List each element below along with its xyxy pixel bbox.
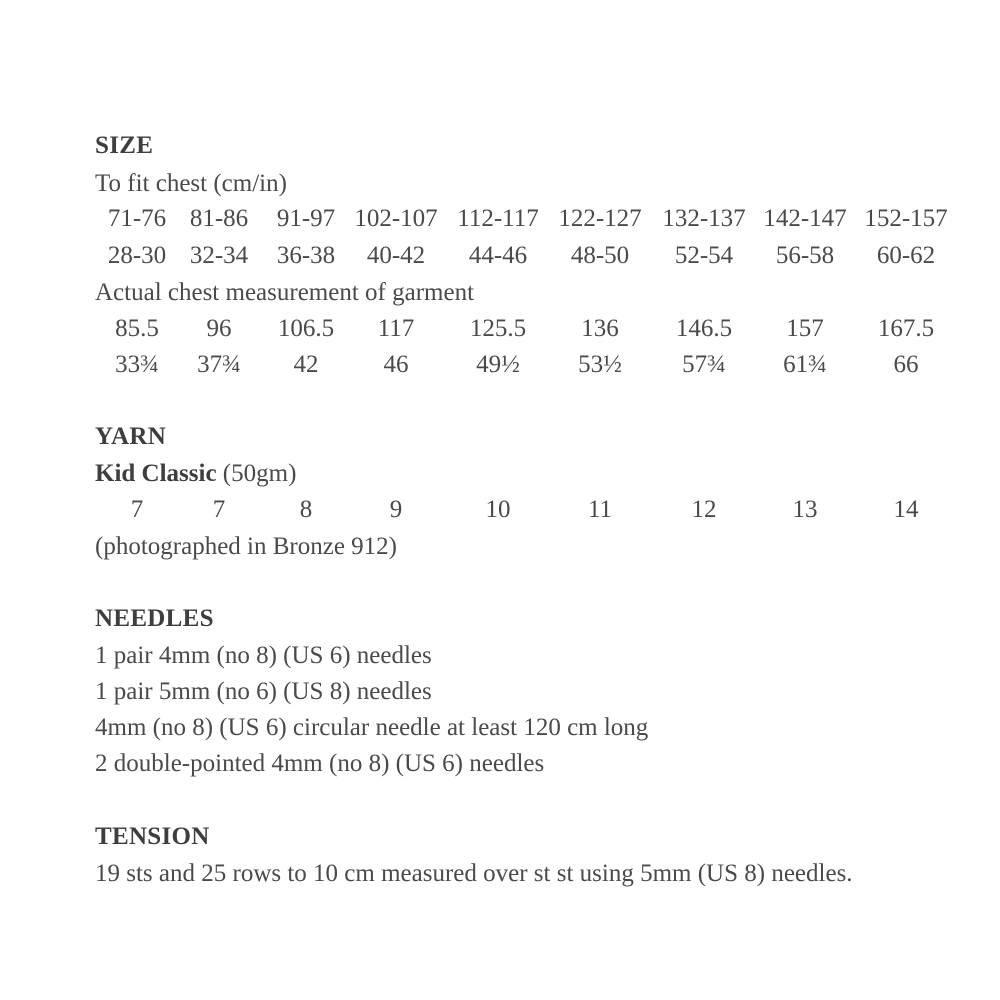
yarn-quantity-row — [0, 496, 1000, 526]
needle-item: 2 double-pointed 4mm (no 8) (US 6) needles — [95, 750, 545, 777]
size-cell: 46 — [383, 351, 409, 378]
size-cell: 32-34 — [189, 242, 249, 269]
size-cell: 66 — [893, 351, 919, 378]
yarn-quantity-cell: 9 — [389, 496, 403, 523]
yarn-quantity-cell: 13 — [792, 496, 818, 523]
needle-item: 1 pair 4mm (no 8) (US 6) needles — [95, 642, 432, 669]
size-cell: 42 — [293, 351, 319, 378]
yarn-heading: YARN — [95, 423, 167, 450]
size-cell: 57¾ — [682, 351, 726, 378]
size-cell: 81-86 — [189, 205, 249, 232]
size-cell: 36-38 — [276, 242, 336, 269]
yarn-quantity-cell: 7 — [130, 496, 144, 523]
size-cell: 60-62 — [876, 242, 936, 269]
size-cell: 102-107 — [354, 205, 438, 232]
actual-chest-label: Actual chest measurement of garment — [95, 279, 475, 306]
size-cell: 61¾ — [783, 351, 827, 378]
yarn-quantity-cell: 11 — [587, 496, 613, 523]
fit-chest-label: To fit chest (cm/in) — [95, 170, 287, 197]
tension-heading: TENSION — [95, 823, 210, 850]
size-cell: 91-97 — [276, 205, 336, 232]
size-heading: SIZE — [95, 132, 154, 159]
yarn-quantity-cell: 8 — [299, 496, 313, 523]
size-cell: 48-50 — [570, 242, 630, 269]
size-cell: 37¾ — [197, 351, 241, 378]
yarn-colour-note: (photographed in Bronze 912) — [95, 533, 398, 560]
size-cell: 125.5 — [469, 315, 527, 342]
size-cell: 33¾ — [115, 351, 159, 378]
size-cell: 49½ — [476, 351, 520, 378]
needles-heading: NEEDLES — [95, 605, 214, 632]
actual-chest-in-row — [0, 351, 1000, 381]
size-cell: 152-157 — [864, 205, 948, 232]
size-cell: 44-46 — [468, 242, 528, 269]
size-cell: 40-42 — [366, 242, 426, 269]
yarn-name-line — [95, 460, 296, 488]
tension-text: 19 sts and 25 rows to 10 cm measured over st st using 5mm (US 8) needles. — [95, 860, 853, 887]
size-cell: 122-127 — [558, 205, 642, 232]
size-cell: 71-76 — [107, 205, 167, 232]
size-cell: 117 — [377, 315, 415, 342]
size-cell: 106.5 — [277, 315, 335, 342]
size-cell: 52-54 — [674, 242, 734, 269]
size-cell: 142-147 — [763, 205, 847, 232]
size-cell: 136 — [581, 315, 619, 342]
yarn-weight: (50gm) — [222, 460, 297, 487]
yarn-quantity-cell: 12 — [691, 496, 717, 523]
yarn-quantity-cell: 10 — [485, 496, 511, 523]
size-cell: 53½ — [578, 351, 622, 378]
size-cell: 132-137 — [662, 205, 746, 232]
size-cell: 56-58 — [775, 242, 835, 269]
size-cell: 96 — [206, 315, 232, 342]
actual-chest-cm-row — [0, 315, 1000, 345]
yarn-quantity-cell: 7 — [212, 496, 226, 523]
size-cell: 112-117 — [457, 205, 539, 232]
size-cell: 85.5 — [115, 315, 159, 342]
yarn-quantity-cell: 14 — [893, 496, 919, 523]
yarn-name: Kid Classic — [95, 460, 217, 487]
size-cell: 167.5 — [877, 315, 935, 342]
fit-chest-cm-row — [0, 205, 1000, 235]
fit-chest-in-row — [0, 242, 1000, 272]
size-cell: 157 — [786, 315, 824, 342]
size-cell: 28-30 — [107, 242, 167, 269]
size-cell: 146.5 — [675, 315, 733, 342]
needle-item: 1 pair 5mm (no 6) (US 8) needles — [95, 678, 432, 705]
needle-item: 4mm (no 8) (US 6) circular needle at least 120 cm long — [95, 714, 649, 741]
